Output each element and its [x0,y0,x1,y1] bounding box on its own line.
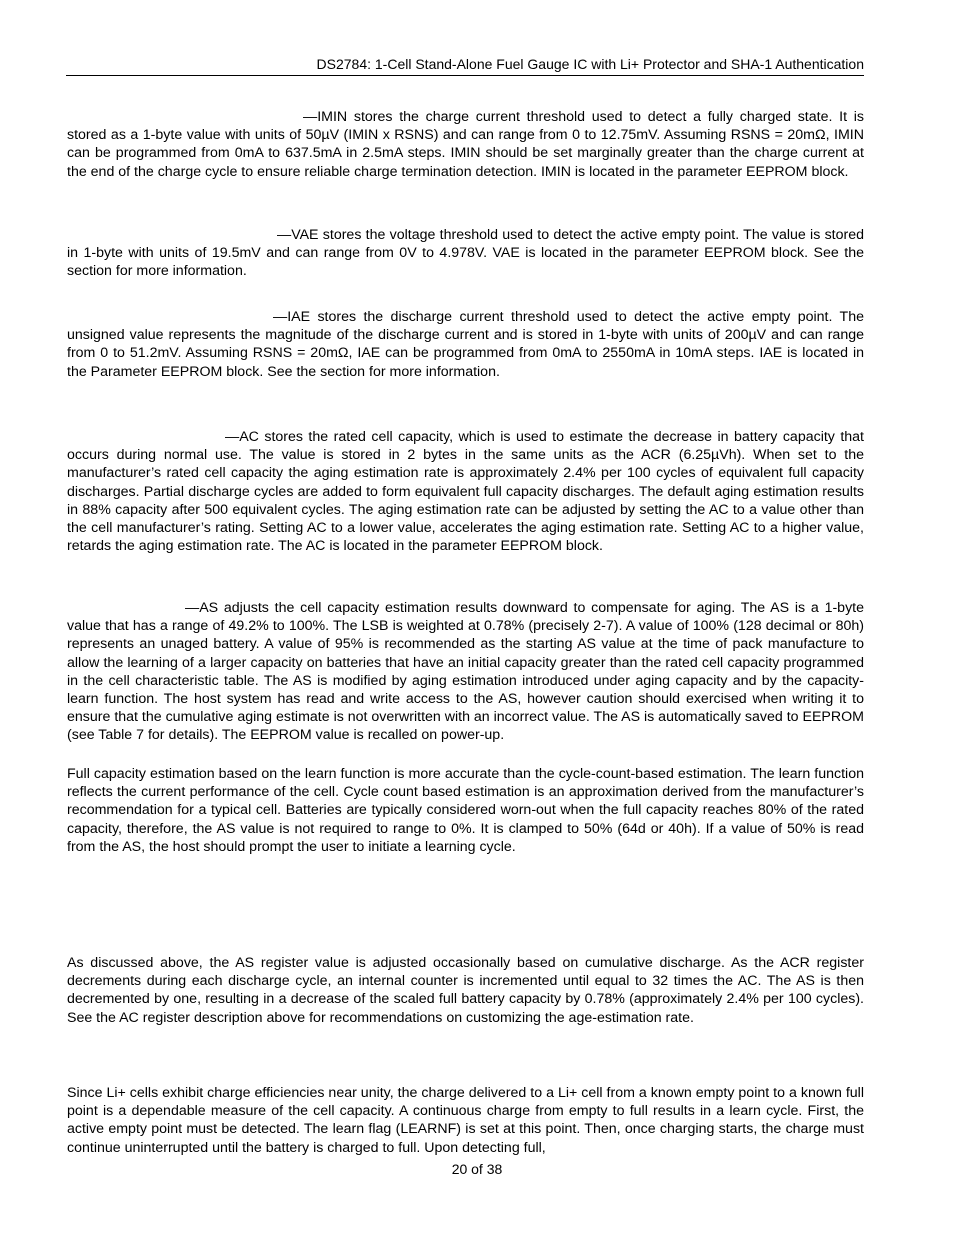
paragraph-imin: —IMIN stores the charge current threshold used to detect a fully charged state. It is stored as a 1-byte value with units of 50µV (IMIN x RSNS) and can range from 0 to 12.75mV. Assuming RSNS = 20mΩ, IMIN can be programmed from 0mA to 637.5mA in 2.5mA steps. IMIN should be set marginally greater than the charge current at the end of the charge cycle to ensure reliable charge termination detection. IMIN is located in the parameter EEPROM block. [67,109,864,180]
paragraph-vae: —VAE stores the voltage threshold used to detect the active empty point. The value is stored in 1-byte with units of 19.5mV and can range from 0V to 4.978V. VAE is located in the parameter EEPROM block. See the section for more information. [67,227,864,280]
document-title: DS2784: 1-Cell Stand-Alone Fuel Gauge IC with Li+ Protector and SHA-1 Authentication [316,56,864,72]
page-header [66,55,864,76]
paragraph-full-capacity: Full capacity estimation based on the learn function is more accurate than the cycle-count-based estimation. The learn function reflects the current performance of the cell. Cycle count based estimation is an approximation derived from the manufacturer’s recommendation for a typical cell. Batteries are typically considered worn-out when the full capacity reaches 80% of the rated capacity, therefore, the AS value is not required to range to 0%. It is clamped to 50% (64d or 40h). If a value of 50% is read from the AS, the host should prompt the user to initiate a learning cycle. [67,766,864,855]
paragraph-learn-function: Since Li+ cells exhibit charge efficiencies near unity, the charge delivered to a Li+ cell from a known empty point to a known full point is a dependable measure of the cell capacity. A continuous charge from empty to full results in a learn cycle. First, the active empty point must be detected. The learn flag (LEARNF) is set at this point. Then, once charging starts, the charge must continue uninterrupted until the battery is charged to full. Upon detecting full, [67,1085,864,1156]
paragraph-as: —AS adjusts the cell capacity estimation results downward to compensate for aging. The AS is a 1-byte value that has a range of 49.2% to 100%. The LSB is weighted at 0.78% (precisely 2-7). A value of 100% (128 decimal or 80h) represents an unaged battery. A value of 95% is recommended as the starting AS value at the time of pack manufacture to allow the learning of a larger capacity on batteries that have an initial capacity greater than the rated cell capacity programmed in the cell characteristic table. The AS is modified by aging estimation introduced under aging capacity and by the capacity-learn function. The host system has read and write access to the AS, however caution should exercised when writing it to ensure that the cumulative aging estimate is not overwritten with an incorrect value. The AS is automatically saved to EEPROM (see Table 7 for details). The EEPROM value is recalled on power-up. [67,600,864,744]
paragraph-ac: —AC stores the rated cell capacity, which is used to estimate the decrease in battery capacity that occurs during normal use. The value is stored in 2 bytes in the same units as the ACR (6.25µVh). When set to the manufacturer’s rated cell capacity the aging estimation rate is approximately 2.4% per 100 cycles of equivalent full capacity discharges. Partial discharge cycles are added to form equivalent full capacity discharges. The default aging estimation results in 88% capacity after 500 equivalent cycles. The aging estimation rate can be adjusted by setting the AC to a value other than the cell manufacturer’s rating. Setting AC to a lower value, accelerates the aging estimation rate. Setting AC to a higher value, retards the aging estimation rate. The AC is located in the parameter EEPROM block. [67,429,864,555]
paragraph-aging-estimation: As discussed above, the AS register value is adjusted occasionally based on cumulative discharge. As the ACR register decrements during each discharge cycle, an internal counter is incremented until equal to 32 times the AC. The AS is then decremented by one, resulting in a decrease of the scaled full battery capacity by 0.78% (approximately 2.4% per 100 cycles). See the AC register description above for recommendations on customizing the age-estimation rate. [67,955,864,1026]
page-number: 20 of 38 [451,1161,503,1177]
paragraph-iae: —IAE stores the discharge current threshold used to detect the active empty point. The unsigned value represents the magnitude of the discharge current and is stored in 1-byte with units of 200µV and can range from 0 to 51.2mV. Assuming RSNS = 20mΩ, IAE can be programmed from 0mA to 2550mA in 10mA steps. IAE is located in the Parameter EEPROM block. See the section for more information. [67,309,864,380]
